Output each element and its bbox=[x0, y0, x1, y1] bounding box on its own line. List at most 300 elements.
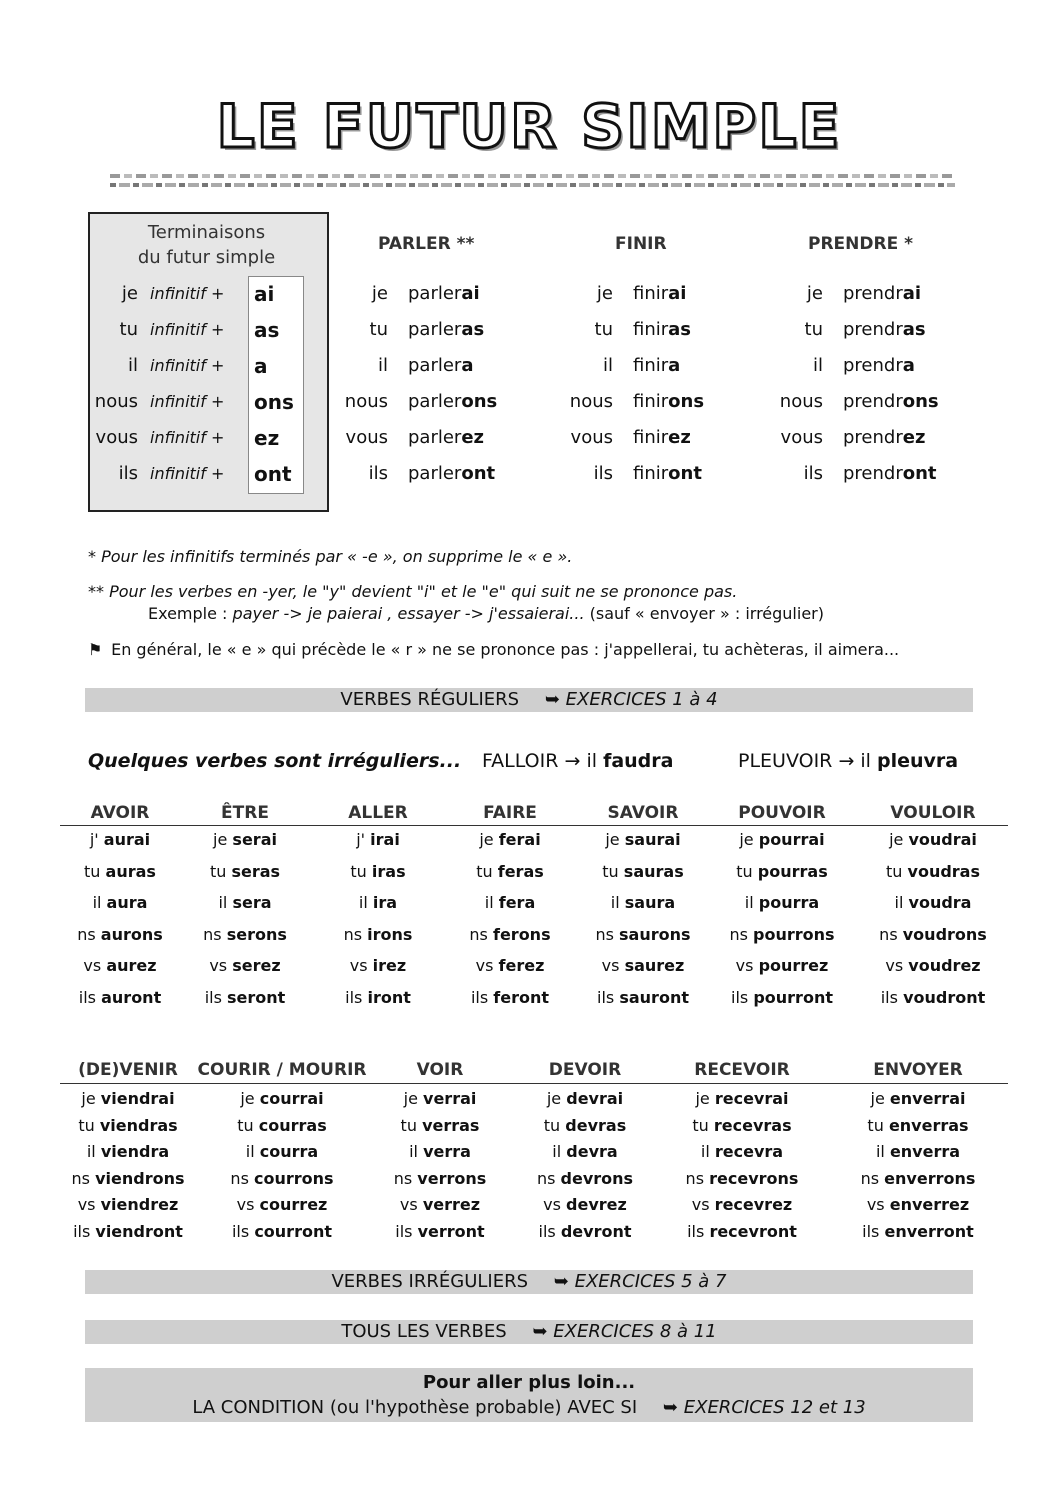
irregular-pronoun: il bbox=[700, 1142, 710, 1161]
irregular-conj-cell bbox=[652, 1195, 832, 1214]
conj-pronoun: je bbox=[596, 283, 613, 304]
irregular-pronoun: il bbox=[610, 893, 620, 913]
conj-form bbox=[843, 384, 939, 420]
conj-form bbox=[633, 456, 702, 492]
irregular-pronoun: je bbox=[605, 830, 620, 849]
endings-ending: ont bbox=[254, 462, 292, 486]
irregular-verb-header: AVOIR bbox=[90, 803, 150, 823]
irregular-form: saurons bbox=[619, 924, 691, 944]
irregular-conj-cell bbox=[495, 1169, 675, 1188]
bar-irregular-label: VERBES IRRÉGULIERS bbox=[331, 1271, 529, 1292]
note-example-prefix: Exemple : bbox=[148, 604, 233, 623]
endings-ending: ons bbox=[254, 390, 294, 414]
conj-stem: finir bbox=[633, 355, 669, 376]
conj-stem: parler bbox=[408, 319, 462, 340]
conj-pronoun: vous bbox=[780, 427, 823, 448]
conj-ending: ez bbox=[902, 427, 926, 448]
irregular-form: courra bbox=[259, 1142, 319, 1161]
irregular-pronoun: ils bbox=[597, 988, 615, 1007]
irregular-form: recevras bbox=[713, 1115, 792, 1135]
conj-stem: prendr bbox=[843, 463, 903, 484]
irregular-intro: Quelques verbes sont irréguliers... bbox=[88, 750, 462, 772]
irregular-form: courrons bbox=[254, 1168, 334, 1188]
irregular-form: saurez bbox=[624, 956, 685, 976]
irregular-conj-cell bbox=[38, 1089, 218, 1108]
irregular-pronoun: vs bbox=[209, 956, 228, 976]
irregular-form: pourrons bbox=[753, 924, 835, 944]
bar-irregular-exercises[interactable]: EXERCICES 5 à 7 bbox=[574, 1271, 727, 1292]
irregular-pronoun: je bbox=[739, 830, 754, 849]
table1-rule bbox=[60, 825, 1008, 826]
irregular-form: enverra bbox=[889, 1142, 961, 1161]
endings-infinitive-label: infinitif + bbox=[150, 284, 225, 303]
irregular-pronoun: ils bbox=[73, 1221, 91, 1241]
irregular-form: sauront bbox=[619, 988, 689, 1007]
conj-form bbox=[408, 312, 484, 348]
irregular-pronoun: vs bbox=[236, 1195, 255, 1214]
note-example bbox=[148, 604, 824, 623]
irregular-form: serai bbox=[232, 830, 277, 849]
irregular-pronoun: vs bbox=[543, 1195, 561, 1214]
irregular-conj-cell bbox=[495, 1116, 675, 1135]
irregular-conj-cell bbox=[192, 1142, 372, 1161]
irregular-form: iras bbox=[371, 861, 406, 881]
irregular-form: courras bbox=[258, 1115, 327, 1135]
irregular-verb-header: VOIR bbox=[416, 1060, 464, 1080]
irregular-conj-cell bbox=[843, 862, 1023, 881]
irregular-form: aurez bbox=[106, 956, 157, 976]
irregular-form: devrai bbox=[566, 1089, 624, 1108]
irregular-conj-cell bbox=[843, 956, 1023, 975]
irregular-form: auront bbox=[101, 988, 162, 1007]
irregular-form: irons bbox=[367, 924, 413, 944]
conj-pronoun: ils bbox=[803, 463, 823, 484]
irregular-pronoun: vs bbox=[475, 956, 494, 976]
conj-ending: a bbox=[668, 355, 681, 376]
irregular-pronoun: tu bbox=[400, 1115, 417, 1135]
irregular-pronoun: je bbox=[479, 830, 494, 849]
irregular-form: devra bbox=[566, 1142, 618, 1161]
endings-infinitive-label: infinitif + bbox=[150, 428, 225, 447]
irregular-conj-cell bbox=[828, 1169, 1008, 1188]
irregular-pronoun: tu bbox=[867, 1115, 884, 1135]
irregular-form: courront bbox=[254, 1221, 332, 1241]
irregular-verb-header: ÊTRE bbox=[221, 803, 269, 823]
conj-ending: a bbox=[902, 355, 915, 376]
irregular-conj-cell bbox=[652, 1169, 832, 1188]
conj-pronoun: je bbox=[371, 283, 388, 304]
irregular-pronoun: ns bbox=[71, 1168, 90, 1188]
conj-stem: finir bbox=[633, 283, 669, 304]
conj-pronoun: ils bbox=[593, 463, 613, 484]
irregular-form: fera bbox=[498, 893, 536, 913]
irregular-pronoun: ns bbox=[595, 924, 614, 944]
irregular-conj-cell bbox=[843, 988, 1023, 1007]
conj-form bbox=[633, 348, 680, 384]
irregular-pronoun: ils bbox=[204, 988, 222, 1007]
irregular-verb-header: VOULOIR bbox=[890, 803, 976, 823]
speaker-icon: ⚑ bbox=[88, 640, 103, 659]
conj-stem: finir bbox=[633, 427, 669, 448]
irregular-form: sera bbox=[232, 893, 272, 913]
irregular-form: viendras bbox=[99, 1115, 178, 1135]
endings-pronoun: nous bbox=[94, 391, 138, 412]
endings-ending: ez bbox=[254, 426, 280, 450]
conj-pronoun: tu bbox=[369, 319, 388, 340]
irregular-pronoun: ns bbox=[879, 924, 898, 944]
irregular-pronoun: je bbox=[240, 1089, 255, 1108]
conj-form bbox=[408, 276, 480, 312]
irregular-pronoun: je bbox=[213, 830, 228, 849]
irregular-pronoun: vs bbox=[735, 956, 754, 976]
irregular-form: irai bbox=[370, 830, 400, 849]
pleuvoir-verb: PLEUVOIR bbox=[738, 750, 833, 772]
irregular-pronoun: tu bbox=[476, 861, 493, 881]
irregular-form: pourra bbox=[758, 893, 820, 913]
irregular-conj-cell bbox=[652, 1222, 832, 1241]
bar-regular-exercises[interactable]: EXERCICES 1 à 4 bbox=[565, 689, 718, 710]
irregular-pronoun: il bbox=[92, 893, 102, 913]
irregular-pronoun: il bbox=[409, 1142, 418, 1161]
right-arrow-icon: → bbox=[838, 750, 855, 772]
irregular-form: devrez bbox=[566, 1195, 627, 1214]
pleuvoir-line bbox=[738, 750, 958, 772]
irregular-verb-header: ALLER bbox=[348, 803, 408, 823]
irregular-pronoun: il bbox=[744, 893, 754, 913]
irregular-conj-cell bbox=[38, 1222, 218, 1241]
irregular-pronoun: je bbox=[870, 1089, 885, 1108]
irregular-conj-cell bbox=[828, 1195, 1008, 1214]
title-divider bbox=[110, 174, 955, 178]
conj-form bbox=[633, 276, 686, 312]
irregular-form: ira bbox=[372, 893, 398, 913]
irregular-conj-cell bbox=[828, 1222, 1008, 1241]
irregular-pronoun: ns bbox=[469, 924, 488, 944]
irregular-pronoun: je bbox=[889, 830, 904, 849]
irregular-conj-cell bbox=[828, 1089, 1008, 1108]
endings-header bbox=[88, 220, 325, 270]
exercise-bar-further[interactable] bbox=[85, 1368, 973, 1422]
irregular-conj-cell bbox=[495, 1222, 675, 1241]
bar-further-title: Pour aller plus loin... bbox=[422, 1372, 636, 1393]
irregular-pronoun: il bbox=[894, 893, 904, 913]
irregular-pronoun: il bbox=[218, 893, 228, 913]
verb-header: PRENDRE * bbox=[808, 234, 914, 254]
conj-stem: parler bbox=[408, 427, 462, 448]
irregular-pronoun: je bbox=[403, 1089, 418, 1108]
irregular-pronoun: tu bbox=[692, 1115, 709, 1135]
irregular-pronoun: vs bbox=[83, 956, 102, 976]
irregular-conj-cell bbox=[192, 1195, 372, 1214]
irregular-form: seras bbox=[231, 861, 281, 881]
irregular-form: pourras bbox=[757, 861, 828, 881]
conj-ending: ont bbox=[902, 463, 937, 484]
irregular-conj-cell bbox=[495, 1142, 675, 1161]
exercise-bar-all[interactable] bbox=[85, 1320, 973, 1344]
arrow-icon: ➥ bbox=[544, 689, 560, 710]
conj-stem: prendr bbox=[843, 427, 903, 448]
conj-stem: prendr bbox=[843, 283, 903, 304]
irregular-pronoun: ils bbox=[345, 988, 363, 1007]
arrow-icon: ➥ bbox=[553, 1271, 569, 1292]
irregular-conj-cell bbox=[192, 1222, 372, 1241]
conj-pronoun: je bbox=[806, 283, 823, 304]
irregular-conj-cell bbox=[495, 1195, 675, 1214]
irregular-pronoun: je bbox=[546, 1089, 562, 1108]
irregular-conj-cell bbox=[843, 925, 1023, 944]
irregular-pronoun: il bbox=[875, 1142, 885, 1161]
irregular-form: verra bbox=[423, 1142, 471, 1161]
page-title: LE FUTUR SIMPLE bbox=[216, 92, 842, 162]
irregular-pronoun: vs bbox=[77, 1195, 96, 1214]
irregular-conj-cell bbox=[495, 1089, 675, 1108]
irregular-conj-cell bbox=[828, 1116, 1008, 1135]
irregular-form: serez bbox=[232, 956, 281, 976]
conj-pronoun: tu bbox=[804, 319, 823, 340]
irregular-form: recevrez bbox=[714, 1195, 793, 1214]
irregular-form: saurai bbox=[624, 830, 681, 849]
endings-pronoun: vous bbox=[95, 427, 138, 448]
bar-all-label: TOUS LES VERBES bbox=[341, 1321, 507, 1342]
conj-pronoun: vous bbox=[570, 427, 613, 448]
falloir-result: faudra bbox=[603, 750, 674, 772]
irregular-form: viendrons bbox=[95, 1168, 185, 1188]
conj-stem: parler bbox=[408, 283, 462, 304]
conj-ending: ont bbox=[461, 463, 496, 484]
irregular-pronoun: ns bbox=[393, 1168, 413, 1188]
irregular-form: sauras bbox=[623, 861, 684, 881]
irregular-pronoun: tu bbox=[886, 861, 903, 881]
irregular-verb-header: (DE)VENIR bbox=[78, 1060, 178, 1080]
irregular-conj-cell bbox=[38, 1195, 218, 1214]
irregular-form: feront bbox=[493, 988, 550, 1007]
irregular-conj-cell bbox=[38, 1142, 218, 1161]
irregular-conj-cell bbox=[843, 830, 1023, 849]
irregular-pronoun: j' bbox=[89, 830, 99, 849]
irregular-form: ferai bbox=[498, 830, 541, 849]
endings-ending: ai bbox=[254, 282, 275, 306]
irregular-form: ferons bbox=[492, 924, 551, 944]
irregular-form: recevront bbox=[709, 1221, 797, 1241]
irregular-form: pourrai bbox=[758, 830, 825, 849]
conj-form bbox=[843, 312, 926, 348]
irregular-form: viendrai bbox=[100, 1089, 175, 1108]
irregular-pronoun: tu bbox=[78, 1115, 95, 1135]
conj-form bbox=[633, 312, 691, 348]
irregular-form: recevrons bbox=[709, 1168, 799, 1188]
irregular-pronoun: je bbox=[695, 1089, 710, 1108]
irregular-conj-cell bbox=[192, 1089, 372, 1108]
irregular-form: devront bbox=[560, 1221, 632, 1241]
note-example-verbs: payer -> je paierai , essayer -> j'essaierai... bbox=[232, 604, 585, 623]
table2-rule bbox=[60, 1083, 1008, 1084]
irregular-pronoun: ils bbox=[538, 1221, 556, 1241]
irregular-form: saura bbox=[624, 893, 676, 913]
bar-all-exercises[interactable]: EXERCICES 8 à 11 bbox=[553, 1321, 717, 1342]
conj-pronoun: nous bbox=[779, 391, 823, 412]
conj-pronoun: il bbox=[377, 355, 388, 376]
conj-pronoun: vous bbox=[345, 427, 388, 448]
irregular-form: voudrai bbox=[908, 830, 977, 849]
irregular-form: enverront bbox=[884, 1221, 974, 1241]
conj-ending: a bbox=[461, 355, 474, 376]
irregular-pronoun: vs bbox=[866, 1195, 885, 1214]
irregular-pronoun: ils bbox=[687, 1221, 705, 1241]
irregular-pronoun: ils bbox=[231, 1221, 250, 1241]
conj-ending: ez bbox=[461, 427, 485, 448]
irregular-pronoun: il bbox=[86, 1142, 96, 1161]
note-pronunciation bbox=[88, 640, 899, 659]
irregular-pronoun: tu bbox=[736, 861, 753, 881]
irregular-pronoun: ns bbox=[860, 1168, 880, 1188]
endings-pronoun: tu bbox=[119, 319, 138, 340]
irregular-pronoun: tu bbox=[84, 861, 101, 881]
conj-ending: ai bbox=[668, 283, 687, 304]
falloir-line bbox=[482, 750, 673, 772]
conj-stem: parler bbox=[408, 463, 462, 484]
irregular-pronoun: ils bbox=[731, 988, 749, 1007]
irregular-conj-cell bbox=[192, 1116, 372, 1135]
irregular-form: pourront bbox=[753, 988, 833, 1007]
irregular-verb-header: COURIR / MOURIR bbox=[197, 1060, 367, 1080]
arrow-icon: ➥ bbox=[532, 1321, 548, 1342]
falloir-pronoun: il bbox=[586, 750, 598, 772]
conj-pronoun: il bbox=[812, 355, 823, 376]
pleuvoir-pronoun: il bbox=[860, 750, 871, 772]
pleuvoir-result: pleuvra bbox=[877, 750, 959, 772]
irregular-form: courrez bbox=[259, 1195, 328, 1214]
irregular-form: viendront bbox=[95, 1221, 183, 1241]
irregular-form: serons bbox=[226, 924, 287, 944]
bar-regular-label: VERBES RÉGULIERS bbox=[340, 689, 520, 710]
irregular-form: enverrez bbox=[889, 1195, 970, 1214]
irregular-pronoun: ns bbox=[685, 1168, 705, 1188]
irregular-pronoun: vs bbox=[691, 1195, 710, 1214]
endings-header-line1: Terminaisons bbox=[147, 222, 266, 243]
irregular-form: verrons bbox=[417, 1168, 487, 1188]
irregular-conj-cell bbox=[828, 1142, 1008, 1161]
irregular-form: voudront bbox=[903, 988, 986, 1007]
conj-pronoun: tu bbox=[594, 319, 613, 340]
irregular-form: voudrons bbox=[902, 924, 987, 944]
conj-stem: prendr bbox=[843, 319, 903, 340]
conj-stem: finir bbox=[633, 391, 669, 412]
irregular-form: enverras bbox=[888, 1115, 969, 1135]
conj-stem: finir bbox=[633, 319, 669, 340]
irregular-form: enverrai bbox=[889, 1089, 966, 1108]
irregular-conj-cell bbox=[652, 1142, 832, 1161]
irregular-pronoun: ns bbox=[729, 924, 748, 944]
irregular-form: courrai bbox=[259, 1089, 324, 1108]
irregular-form: verrez bbox=[422, 1195, 481, 1214]
conj-ending: ons bbox=[668, 391, 705, 412]
irregular-form: devrons bbox=[560, 1168, 634, 1188]
endings-infinitive-label: infinitif + bbox=[150, 320, 225, 339]
irregular-form: voudra bbox=[908, 893, 972, 913]
endings-infinitive-label: infinitif + bbox=[150, 356, 225, 375]
irregular-pronoun: ns bbox=[77, 924, 96, 944]
verb-header: PARLER ** bbox=[378, 234, 475, 254]
conj-ending: ai bbox=[902, 283, 922, 304]
conj-ending: ons bbox=[902, 391, 939, 412]
exercise-bar-regular[interactable] bbox=[85, 688, 973, 712]
note-prendre: * Pour les infinitifs terminés par « -e », on supprime le « e ». bbox=[88, 547, 573, 566]
verb-header: FINIR bbox=[615, 234, 667, 254]
irregular-pronoun: vs bbox=[349, 956, 368, 976]
conj-stem: finir bbox=[633, 463, 669, 484]
endings-infinitive-label: infinitif + bbox=[150, 464, 225, 483]
falloir-verb: FALLOIR bbox=[482, 750, 559, 772]
irregular-conj-cell bbox=[38, 1116, 218, 1135]
endings-header-line2: du futur simple bbox=[137, 247, 276, 268]
conj-form bbox=[843, 348, 915, 384]
irregular-form: voudras bbox=[907, 861, 980, 881]
irregular-form: aurons bbox=[100, 924, 163, 944]
irregular-form: irez bbox=[372, 956, 407, 976]
irregular-pronoun: ns bbox=[536, 1168, 556, 1188]
conj-form bbox=[408, 456, 495, 492]
irregular-form: verront bbox=[417, 1221, 485, 1241]
irregular-pronoun: je bbox=[81, 1089, 96, 1108]
bar-further-line bbox=[85, 1395, 973, 1420]
irregular-form: pourrez bbox=[758, 956, 829, 976]
irregular-conj-cell bbox=[843, 893, 1023, 912]
conj-form bbox=[408, 420, 484, 456]
irregular-form: enverrons bbox=[884, 1168, 976, 1188]
right-arrow-icon: → bbox=[564, 750, 581, 772]
conj-ending: ai bbox=[461, 283, 480, 304]
arrow-icon: ➥ bbox=[662, 1397, 678, 1418]
irregular-conj-cell bbox=[652, 1089, 832, 1108]
conj-pronoun: nous bbox=[569, 391, 613, 412]
irregular-pronoun: ns bbox=[343, 924, 363, 944]
irregular-pronoun: ils bbox=[862, 1221, 880, 1241]
irregular-form: ferez bbox=[498, 956, 545, 976]
conj-ending: ons bbox=[461, 391, 498, 412]
endings-pronoun: je bbox=[121, 283, 138, 304]
irregular-pronoun: j' bbox=[356, 830, 366, 849]
irregular-verb-header: DEVOIR bbox=[548, 1060, 622, 1080]
endings-pronoun: ils bbox=[118, 463, 138, 484]
bar-further-exercises[interactable]: EXERCICES 12 et 13 bbox=[683, 1397, 866, 1418]
irregular-form: voudrez bbox=[908, 956, 981, 976]
irregular-form: seront bbox=[227, 988, 286, 1007]
irregular-form: iront bbox=[367, 988, 411, 1007]
conj-ending: ont bbox=[668, 463, 702, 484]
exercise-bar-irregular[interactable] bbox=[85, 1270, 973, 1294]
irregular-conj-cell bbox=[652, 1116, 832, 1135]
irregular-pronoun: tu bbox=[350, 861, 367, 881]
irregular-verb-header: SAVOIR bbox=[607, 803, 679, 823]
irregular-pronoun: il bbox=[552, 1142, 562, 1161]
irregular-pronoun: vs bbox=[399, 1195, 418, 1214]
irregular-verb-header: POUVOIR bbox=[738, 803, 826, 823]
conj-form bbox=[633, 384, 704, 420]
conj-ending: as bbox=[902, 319, 926, 340]
conj-form bbox=[633, 420, 691, 456]
irregular-verb-header: RECEVOIR bbox=[694, 1060, 790, 1080]
irregular-form: recevra bbox=[714, 1142, 784, 1161]
conj-stem: parler bbox=[408, 355, 462, 376]
irregular-pronoun: vs bbox=[601, 956, 620, 976]
conj-form bbox=[843, 276, 921, 312]
irregular-pronoun: tu bbox=[543, 1115, 561, 1135]
irregular-conj-cell bbox=[38, 1169, 218, 1188]
irregular-form: verras bbox=[422, 1115, 480, 1135]
irregular-form: verrai bbox=[423, 1089, 477, 1108]
irregular-pronoun: il bbox=[245, 1142, 255, 1161]
irregular-form: feras bbox=[497, 861, 544, 881]
